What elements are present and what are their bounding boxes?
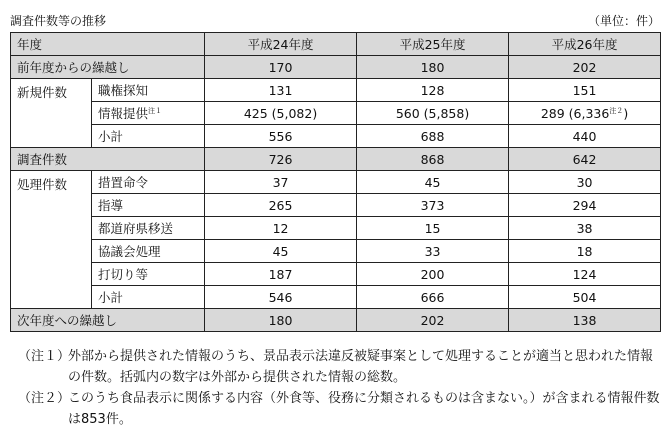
group-label-proc: 処理件数 <box>11 171 92 309</box>
cell-value: 440 <box>509 125 661 148</box>
row-label: 措置命令 <box>92 171 205 194</box>
row-label: 小計 <box>92 286 205 309</box>
cell-value: 151 <box>509 79 661 102</box>
cell-value: 556 <box>205 125 357 148</box>
row-label: 打切り等 <box>92 263 205 286</box>
row-label: 小計 <box>92 125 205 148</box>
cell-value: 45 <box>205 240 357 263</box>
header-h24: 平成24年度 <box>205 33 357 56</box>
cell-value: 128 <box>357 79 509 102</box>
row-proc-council <box>11 240 661 263</box>
row-proc-transfer <box>11 217 661 240</box>
row-carry-out <box>11 309 661 332</box>
footnote-mark: （注２） <box>18 391 71 406</box>
cell-value: 265 <box>205 194 357 217</box>
row-label: 前年度からの繰越し <box>11 56 205 79</box>
cell-value: 546 <box>205 286 357 309</box>
cell-value: 37 <box>205 171 357 194</box>
unit-label: （単位：件） <box>587 14 660 28</box>
header-h25: 平成25年度 <box>357 33 509 56</box>
footnote-1 <box>18 346 663 388</box>
row-label: 指導 <box>92 194 205 217</box>
row-proc-closed <box>11 263 661 286</box>
cell-value: 180 <box>205 309 357 332</box>
cell-value: 45 <box>357 171 509 194</box>
table-title: 調査件数等の推移 <box>10 14 107 28</box>
cell-value: 131 <box>205 79 357 102</box>
cell-value: 30 <box>509 171 661 194</box>
row-label: 情報提供 <box>98 106 149 121</box>
cell-value: 688 <box>357 125 509 148</box>
cell-value: 187 <box>205 263 357 286</box>
cell-value: 202 <box>509 56 661 79</box>
row-new-subtotal <box>11 125 661 148</box>
footnote-text: このうち食品表示に関係する内容（外食等、役務に分類されるものは含まない。）が含まれる情報件数は853件。 <box>68 391 660 427</box>
footnotes <box>18 346 663 430</box>
cell-value: 289 (6,336 <box>540 105 610 121</box>
row-new-info <box>11 102 661 125</box>
cell-value: 726 <box>205 148 357 171</box>
cell-value: 425 (5,082) <box>205 102 357 125</box>
footnote-text: 外部から提供された情報のうち、景品表示法違反被疑事案として処理することが適当と思われた情報の件数。括弧内の数字は外部から提供された情報の総数。 <box>68 349 654 385</box>
row-proc-guidance <box>11 194 661 217</box>
cell-value: 294 <box>509 194 661 217</box>
row-proc-subtotal <box>11 286 661 309</box>
cell-value: 560 (5,858) <box>357 102 509 125</box>
row-label: 協議会処理 <box>92 240 205 263</box>
group-label-new: 新規件数 <box>11 79 92 148</box>
cell-value-cell <box>509 102 661 125</box>
header-h26: 平成26年度 <box>509 33 661 56</box>
table-caption-bar <box>10 12 660 30</box>
cell-value: 170 <box>205 56 357 79</box>
footnote-2 <box>18 388 663 430</box>
cell-value: 642 <box>509 148 661 171</box>
row-carry-in <box>11 56 661 79</box>
note-ref: 注２ <box>609 106 624 115</box>
row-label: 都道府県移送 <box>92 217 205 240</box>
row-proc-order <box>11 171 661 194</box>
row-label-cell <box>92 102 205 125</box>
header-year: 年度 <box>11 33 205 56</box>
cell-value: 504 <box>509 286 661 309</box>
header-row <box>11 33 661 56</box>
close-paren: ) <box>623 105 629 121</box>
row-new-detect <box>11 79 661 102</box>
row-label: 次年度への繰越し <box>11 309 205 332</box>
cell-value: 33 <box>357 240 509 263</box>
row-label: 職権探知 <box>92 79 205 102</box>
cell-value: 180 <box>357 56 509 79</box>
cell-value: 38 <box>509 217 661 240</box>
row-label: 調査件数 <box>11 148 205 171</box>
footnote-mark: （注１） <box>18 349 71 364</box>
row-investigations <box>11 148 661 171</box>
cell-value: 12 <box>205 217 357 240</box>
cell-value: 124 <box>509 263 661 286</box>
cell-value: 138 <box>509 309 661 332</box>
cell-value: 15 <box>357 217 509 240</box>
cell-value: 373 <box>357 194 509 217</box>
cell-value: 200 <box>357 263 509 286</box>
note-ref: 注１ <box>148 107 163 115</box>
cell-value: 202 <box>357 309 509 332</box>
cell-value: 666 <box>357 286 509 309</box>
cell-value: 18 <box>509 240 661 263</box>
cell-value: 868 <box>357 148 509 171</box>
investigation-table <box>10 32 661 332</box>
